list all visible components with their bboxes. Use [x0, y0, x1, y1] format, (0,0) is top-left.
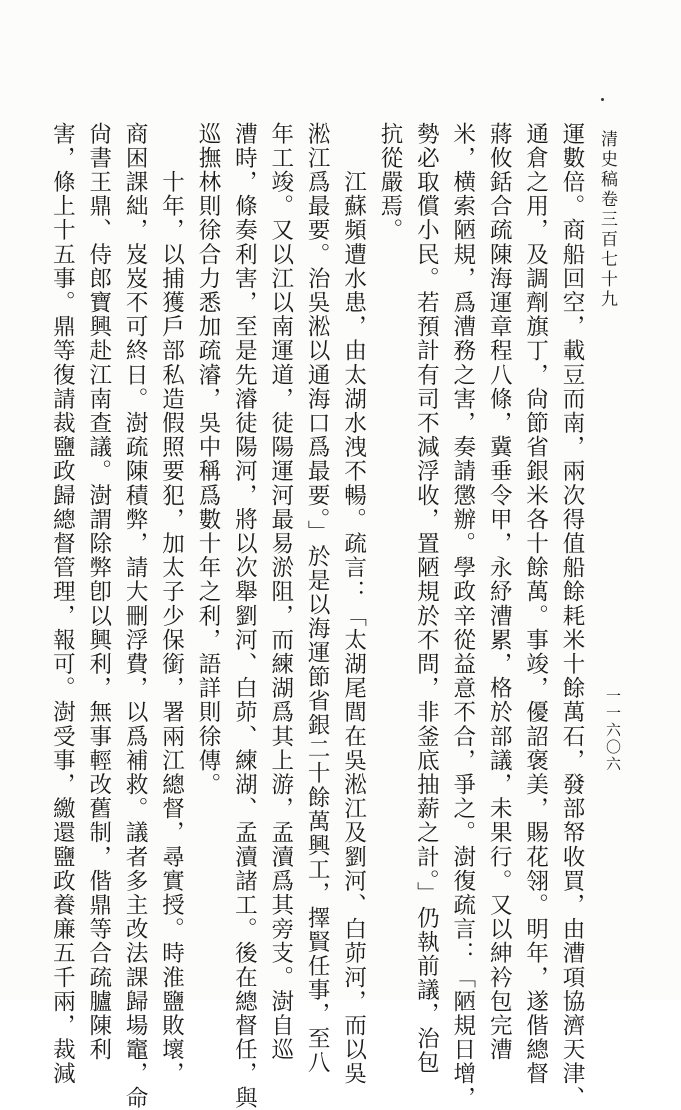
text-column: 年工竣。又以江以南運道，徒陽運河最易淤阻，而練湖爲其上游，孟瀆爲其旁支。澍自巡	[267, 122, 294, 1062]
page-number: 一一六〇六	[604, 688, 622, 773]
text-column: 勢必取償小民。若預計有司不減浮收，置陋規於不問，非釜底抽薪之計。」仍執前議，治包	[413, 122, 440, 1075]
text-column: 十年，以捕獲戶部私造假照要犯，加太子少保銜，署兩江總督，尋實授。時淮鹽敗壞，	[158, 122, 185, 1086]
text-column: 巡撫林則徐合力悉加疏濬，吳中稱爲數十年之利，語詳則徐傳。	[194, 122, 221, 797]
text-column: 尙書王鼎、侍郎寶興赴江南查議。澍謂除弊卽以興利，無事輕改舊制，偕鼎等合疏臚陳利	[85, 122, 112, 1062]
text-column: 蔣攸銛合疏陳海運章程八條，冀垂令甲，永紓漕累，格於部議，未果行。又以紳衿包完漕	[486, 122, 513, 1062]
text-column: 商困課絀，岌岌不可終日。澍疏陳積弊，請大刪浮費，以爲補救。議者多主改法課歸場竈，命	[122, 122, 149, 1110]
text-column: 運數倍。商船回空，載豆而南，兩次得值船餘耗米十餘萬石，發部帑收買，由漕項協濟天津、	[559, 122, 585, 1110]
text-column: 抗從嚴焉。	[376, 122, 403, 243]
text-column: 江蘇頻遭水患，由太湖水洩不暢。疏言：「太湖尾閭在吳淞江及劉河、白茆河，而以吳	[340, 122, 367, 1086]
text-column: 害，條上十五事。鼎等復請裁鹽政歸總督管理，報可。澍受事，繳還鹽政養廉五千兩，裁減	[49, 122, 76, 1086]
text-column: 淞江爲最要。治吳淞以通海口爲最要。」於是以海運節省銀二十餘萬興工，擇賢任事，至八	[304, 122, 331, 1075]
running-header-title: 清史稿卷三百七十九	[597, 130, 617, 310]
text-column: 漕時，條奏利害，至是先濬徒陽河，將以次舉劉河、白茆、練湖、孟瀆諸工。後在總督任，與	[231, 122, 258, 1110]
vertical-body-text	[49, 122, 590, 1110]
text-column: 通倉之用，及調劑旗丁，尙節省銀米各十餘萬。事竣，優詔褒美，賜花翎。明年，遂偕總督	[522, 122, 549, 1086]
text-column: 米，横索陋規，爲漕務之害，奏請懲辦。學政辛從益意不合，爭之。澍復疏言：「陋規日增，	[449, 122, 476, 1110]
margin-mark	[601, 98, 604, 101]
